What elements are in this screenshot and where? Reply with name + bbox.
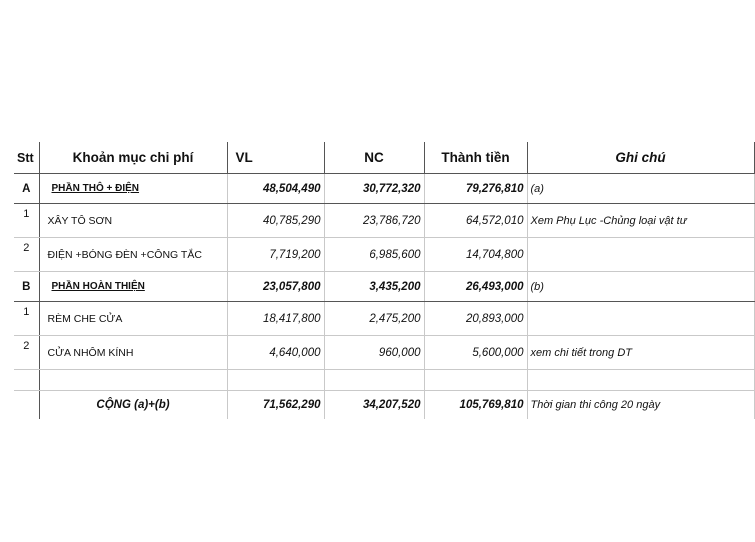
total-row [14,391,754,420]
row-ghi-chu: (a) [527,174,754,204]
row-stt: 1 [14,204,39,238]
empty-row [14,370,754,391]
total-vl: 71,562,290 [227,391,324,420]
row-item: PHẦN HOÀN THIỆN [39,272,227,302]
header-row [14,142,754,174]
row-thanh-tien: 26,493,000 [424,272,527,302]
total-thanh-tien: 105,769,810 [424,391,527,420]
row-stt: 2 [14,336,39,370]
row-stt: 2 [14,238,39,272]
table-row [14,302,754,336]
row-ghi-chu [527,302,754,336]
row-item: RÈM CHE CỬA [39,302,227,336]
empty-cell [14,370,39,391]
empty-cell [39,370,227,391]
header-item: Khoản mục chi phí [39,142,227,174]
empty-cell [424,370,527,391]
row-nc: 23,786,720 [324,204,424,238]
table-row [14,204,754,238]
row-stt: B [14,272,39,302]
row-nc: 3,435,200 [324,272,424,302]
row-thanh-tien: 20,893,000 [424,302,527,336]
row-thanh-tien: 79,276,810 [424,174,527,204]
cost-table [14,142,755,419]
row-thanh-tien: 5,600,000 [424,336,527,370]
row-vl: 7,719,200 [227,238,324,272]
total-ghi-chu: Thời gian thi công 20 ngày [527,391,754,420]
row-stt: A [14,174,39,204]
row-item: CỬA NHÔM KÍNH [39,336,227,370]
row-vl: 4,640,000 [227,336,324,370]
section-row-b [14,272,754,302]
row-item: ĐIỆN +BÓNG ĐÈN +CÔNG TẮC [39,238,227,272]
row-vl: 18,417,800 [227,302,324,336]
empty-cell [527,370,754,391]
row-item: PHẦN THÔ + ĐIỆN [39,174,227,204]
total-nc: 34,207,520 [324,391,424,420]
row-ghi-chu [527,238,754,272]
empty-cell [324,370,424,391]
row-thanh-tien: 14,704,800 [424,238,527,272]
row-vl: 23,057,800 [227,272,324,302]
row-item: XÂY TÔ SƠN [39,204,227,238]
total-stt [14,391,39,420]
row-ghi-chu: Xem Phụ Lục -Chủng loại vật tư [527,204,754,238]
section-row-a [14,174,754,204]
cost-estimate-sheet [14,142,712,411]
table-row [14,238,754,272]
row-ghi-chu: xem chi tiết trong DT [527,336,754,370]
row-vl: 48,504,490 [227,174,324,204]
row-stt: 1 [14,302,39,336]
header-ghi-chu: Ghi chú [527,142,754,174]
header-vl: VL [227,142,324,174]
row-vl: 40,785,290 [227,204,324,238]
header-thanh-tien: Thành tiền [424,142,527,174]
row-nc: 30,772,320 [324,174,424,204]
total-label: CỘNG (a)+(b) [39,391,227,420]
empty-cell [227,370,324,391]
header-stt: Stt [14,142,39,174]
table-row [14,336,754,370]
row-nc: 6,985,600 [324,238,424,272]
row-ghi-chu: (b) [527,272,754,302]
row-nc: 2,475,200 [324,302,424,336]
row-nc: 960,000 [324,336,424,370]
header-nc: NC [324,142,424,174]
row-thanh-tien: 64,572,010 [424,204,527,238]
